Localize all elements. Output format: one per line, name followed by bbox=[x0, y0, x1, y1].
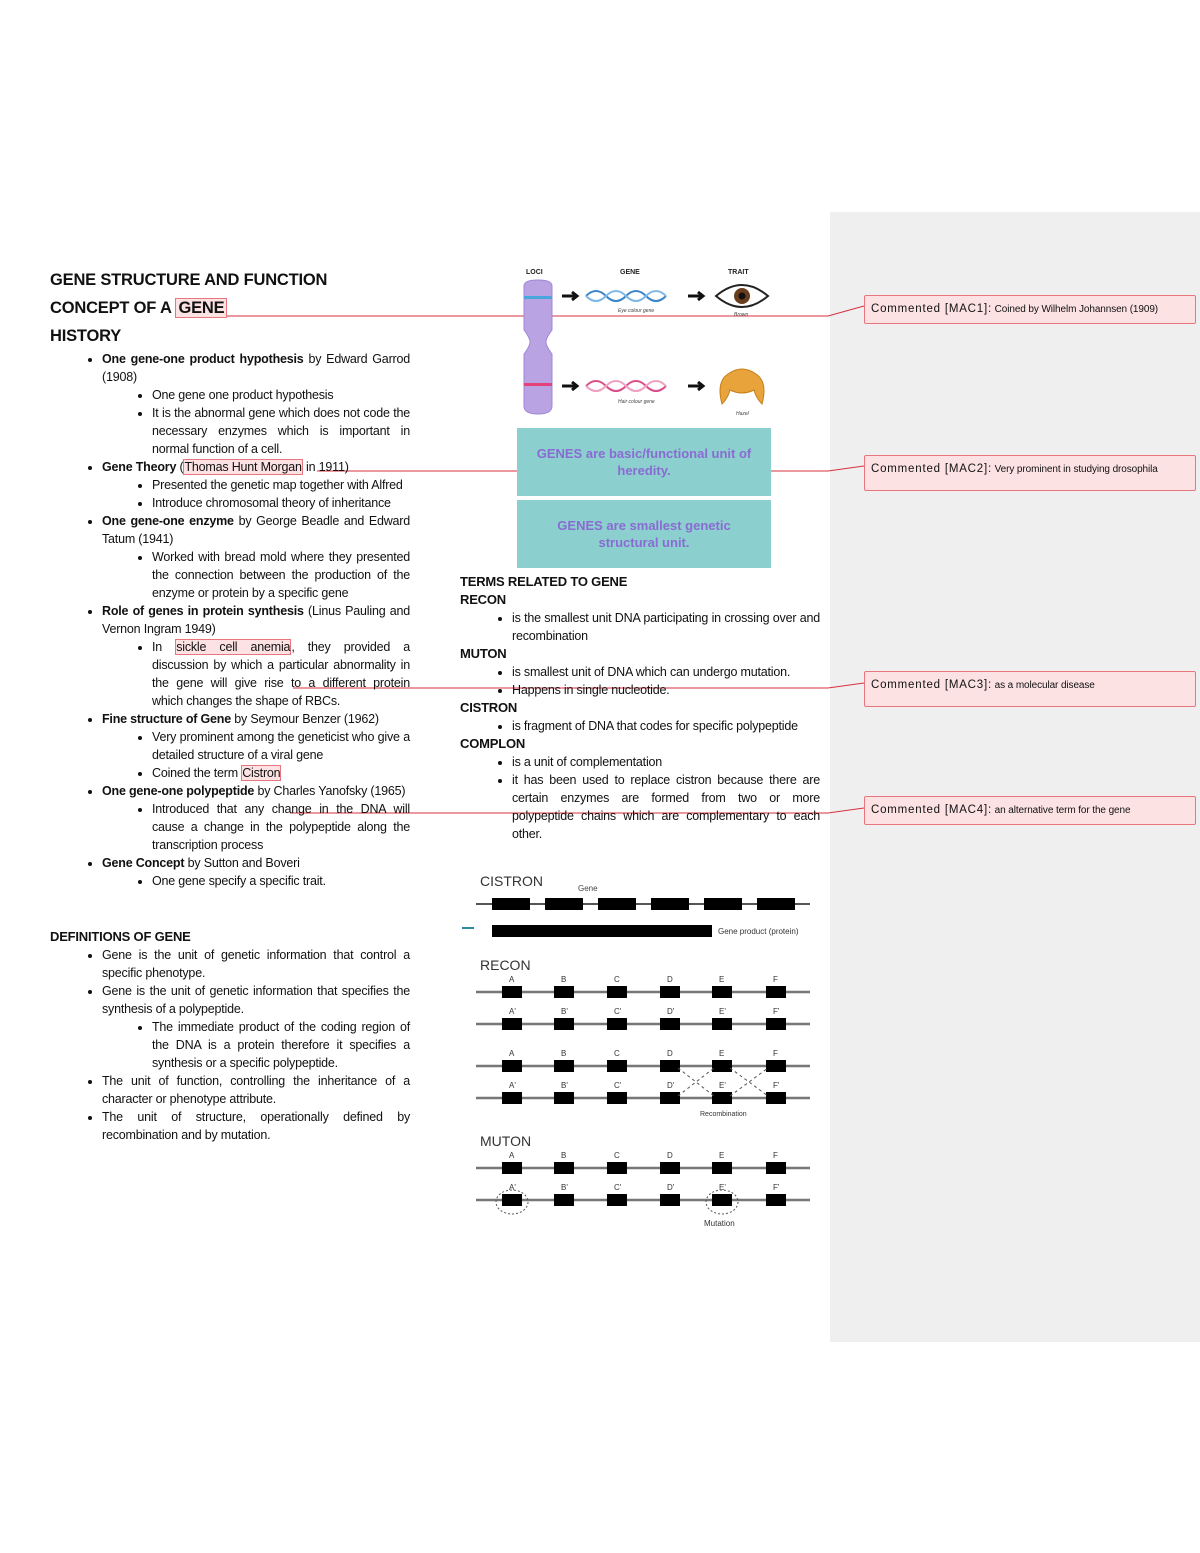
gene-marker bbox=[554, 1092, 574, 1104]
gene-product-label: Gene product (protein) bbox=[718, 927, 799, 936]
muton-prime-letter: F' bbox=[773, 1183, 780, 1192]
recon-prime-letter: C' bbox=[614, 1007, 622, 1016]
gene-marker bbox=[712, 1018, 732, 1030]
arrow-icon bbox=[688, 292, 703, 300]
muton-letter: B bbox=[561, 1151, 567, 1160]
recon-letter: F bbox=[773, 975, 778, 984]
recomb-letter: F bbox=[773, 1049, 778, 1058]
muton-prime-letter: E' bbox=[719, 1183, 726, 1192]
list-item: • One gene-one product hypothesis by Edward Garrod (1908) • One gene one product hypothesis • It is the abnormal gene which does not code the necessary enzymes which is important in normal function of a cell. bbox=[102, 350, 410, 458]
history-heading: HISTORY bbox=[50, 327, 122, 345]
recomb-prime-letter: A' bbox=[509, 1081, 516, 1090]
gene-marker bbox=[712, 1092, 732, 1104]
gene-marker bbox=[766, 1092, 786, 1104]
gene-marker bbox=[766, 1060, 786, 1072]
crossover-line bbox=[678, 1068, 714, 1096]
recon-prime-letter: A' bbox=[509, 1007, 516, 1016]
recon-prime-letter: F' bbox=[773, 1007, 780, 1016]
gene-marker bbox=[766, 1194, 786, 1206]
mutation-label: Mutation bbox=[704, 1219, 735, 1228]
recon-prime-letter: E' bbox=[719, 1007, 726, 1016]
cistron-figure-label: CISTRON bbox=[480, 873, 543, 889]
gene-marker bbox=[554, 1018, 574, 1030]
eye-icon bbox=[716, 285, 768, 307]
trait-label: TRAIT bbox=[728, 269, 749, 276]
gene-marker bbox=[712, 1060, 732, 1072]
recon-heading: RECON bbox=[460, 592, 506, 607]
list-item: • Gene Theory (Thomas Hunt Morgan in 1911) • Presented the genetic map together with Alfred • Introduce chromosomal theory of inheritance bbox=[102, 458, 410, 512]
gene-marker bbox=[607, 986, 627, 998]
list-item: • is the smallest unit DNA participating in crossing over and recombination bbox=[512, 609, 820, 645]
list-item: • One gene one product hypothesis bbox=[152, 386, 410, 404]
list-item: • is fragment of DNA that codes for specific polypeptide bbox=[512, 717, 820, 735]
terms-heading: TERMS RELATED TO GENE bbox=[460, 574, 628, 589]
gene-marker bbox=[660, 1194, 680, 1206]
concept-prefix: CONCEPT OF A bbox=[50, 299, 176, 317]
history-list bbox=[50, 350, 410, 890]
list-item: • The unit of function, controlling the inheritance of a character or phenotype attribute. bbox=[102, 1072, 410, 1108]
recon-letter: B bbox=[561, 975, 567, 984]
sickle-cell-highlight[interactable]: sickle cell anemia bbox=[176, 640, 291, 654]
gene-figure-label: Gene bbox=[578, 884, 598, 893]
gene-marker bbox=[660, 1162, 680, 1174]
recon-letter: A bbox=[509, 975, 515, 984]
gene-label: GENE bbox=[620, 269, 640, 276]
crossover-line bbox=[730, 1068, 768, 1096]
arrow-icon bbox=[562, 382, 577, 390]
list-item: • It is the abnormal gene which does not code the necessary enzymes which is important in normal function of a cell. bbox=[152, 404, 410, 458]
muton-prime-letter: B' bbox=[561, 1183, 568, 1192]
muton-letter: E bbox=[719, 1151, 725, 1160]
muton-letter: C bbox=[614, 1151, 620, 1160]
loci-gene-trait-figure bbox=[510, 264, 780, 424]
gene-marker bbox=[766, 1162, 786, 1174]
muton-prime-letter: A' bbox=[509, 1183, 516, 1192]
gene-marker bbox=[660, 986, 680, 998]
list-item: • Happens in single nucleotide. bbox=[512, 681, 820, 699]
recon-letter: E bbox=[719, 975, 725, 984]
definitions-heading: DEFINITIONS OF GENE bbox=[50, 929, 191, 944]
list-item: • it has been used to replace cistron because there are certain enzymes are formed from two or more polypeptide chains which are complementary to each other. bbox=[512, 771, 820, 843]
hair-trait-caption: Hazel bbox=[736, 411, 749, 417]
list-item: • is smallest unit of DNA which can undergo mutation. bbox=[512, 663, 820, 681]
recomb-letter: B bbox=[561, 1049, 567, 1058]
gene-marker bbox=[502, 1018, 522, 1030]
eye-trait-caption: Brown bbox=[734, 312, 749, 318]
recomb-letter: E bbox=[719, 1049, 725, 1058]
gene-marker bbox=[607, 1092, 627, 1104]
list-item: • Gene is the unit of genetic information that control a specific phenotype. bbox=[102, 946, 410, 982]
hair-icon bbox=[720, 369, 764, 404]
arrow-icon bbox=[688, 382, 703, 390]
recomb-prime-letter: D' bbox=[667, 1081, 675, 1090]
list-item: • One gene-one polypeptide by Charles Yanofsky (1965) • Introduced that any change in the DNA will cause a change in the polypeptide along the transcription process bbox=[102, 782, 410, 854]
dna-blue-icon bbox=[586, 291, 666, 301]
loci-label: LOCI bbox=[526, 269, 543, 276]
arrow-icon bbox=[562, 292, 577, 300]
cistron-highlight[interactable]: Cistron bbox=[242, 766, 281, 780]
document-title: GENE STRUCTURE AND FUNCTION bbox=[50, 271, 328, 289]
gene-marker bbox=[607, 1194, 627, 1206]
gene-marker bbox=[502, 1194, 522, 1206]
recon-prime-letter: B' bbox=[561, 1007, 568, 1016]
recomb-letter: A bbox=[509, 1049, 515, 1058]
list-item: • Gene Concept by Sutton and Boveri • One gene specify a specific trait. bbox=[102, 854, 410, 890]
comment-mac1[interactable]: Commented [MAC1]: Coined by Wilhelm Johannsen (1909) bbox=[864, 295, 1196, 324]
recomb-prime-letter: F' bbox=[773, 1081, 780, 1090]
gene-marker bbox=[502, 1092, 522, 1104]
list-item: • Introduced that any change in the DNA will cause a change in the polypeptide along the transcription process bbox=[152, 800, 410, 854]
definitions-section bbox=[50, 928, 410, 1144]
gene-marker bbox=[660, 1060, 680, 1072]
morgan-highlight[interactable]: Thomas Hunt Morgan bbox=[184, 460, 302, 474]
gene-marker bbox=[607, 1060, 627, 1072]
recomb-prime-letter: B' bbox=[561, 1081, 568, 1090]
gene-marker bbox=[766, 1018, 786, 1030]
list-item: • One gene-one enzyme by George Beadle and Edward Tatum (1941) • Worked with bread mold where they presented the connection between the production of the enzyme or protein by a specific gene bbox=[102, 512, 410, 602]
gene-marker bbox=[660, 1092, 680, 1104]
gene-marker bbox=[766, 986, 786, 998]
list-item: • The immediate product of the coding region of the DNA is a protein therefore it specifies a synthesis or a specific polypeptide. bbox=[152, 1018, 410, 1072]
list-item: • Introduce chromosomal theory of inheritance bbox=[152, 494, 410, 512]
teal-box-functional: GENES are basic/functional unit of heredity. bbox=[517, 428, 771, 496]
recomb-letter: D bbox=[667, 1049, 673, 1058]
list-item: • The unit of structure, operationally defined by recombination and by mutation. bbox=[102, 1108, 410, 1144]
comment-mac3[interactable]: Commented [MAC3]: as a molecular disease bbox=[864, 671, 1196, 707]
gene-marker bbox=[502, 1162, 522, 1174]
recomb-letter: C bbox=[614, 1049, 620, 1058]
gene-marker bbox=[502, 986, 522, 998]
hair-gene-caption: Hair colour gene bbox=[618, 399, 655, 405]
recon-letter: D bbox=[667, 975, 673, 984]
recombination-label: Recombination bbox=[700, 1111, 747, 1118]
gene-marker bbox=[554, 986, 574, 998]
gene-marker bbox=[554, 1060, 574, 1072]
comment-mac2[interactable]: Commented [MAC2]: Very prominent in studying drosophila bbox=[864, 455, 1196, 491]
recon-figure-label: RECON bbox=[480, 957, 531, 973]
muton-heading: MUTON bbox=[460, 646, 507, 661]
chromosome-icon bbox=[524, 280, 552, 414]
list-item: • Worked with bread mold where they presented the connection between the production of the enzyme or protein by a specific gene bbox=[152, 548, 410, 602]
dna-pink-icon bbox=[586, 381, 666, 391]
comment-pane bbox=[830, 212, 1200, 1342]
left-column bbox=[50, 266, 410, 1144]
comment-mac4[interactable]: Commented [MAC4]: an alternative term for the gene bbox=[864, 796, 1196, 825]
gene-marker bbox=[554, 1194, 574, 1206]
recomb-prime-letter: C' bbox=[614, 1081, 622, 1090]
eye-gene-caption: Eye colour gene bbox=[618, 308, 655, 314]
teal-box-structural: GENES are smallest genetic structural unit. bbox=[517, 500, 771, 568]
gene-marker bbox=[607, 1162, 627, 1174]
muton-prime-letter: C' bbox=[614, 1183, 622, 1192]
muton-prime-letter: D' bbox=[667, 1183, 675, 1192]
recon-letter: C bbox=[614, 975, 620, 984]
list-item: • Fine structure of Gene by Seymour Benzer (1962) • Very prominent among the geneticist who give a detailed structure of a viral gene • Coined the term Cistron bbox=[102, 710, 410, 782]
list-item: • Presented the genetic map together with Alfred bbox=[152, 476, 410, 494]
recon-prime-letter: D' bbox=[667, 1007, 675, 1016]
gene-marker bbox=[607, 1018, 627, 1030]
gene-marker bbox=[712, 986, 732, 998]
muton-letter: F bbox=[773, 1151, 778, 1160]
complon-heading: COMPLON bbox=[460, 736, 526, 751]
recomb-prime-letter: E' bbox=[719, 1081, 726, 1090]
list-item: • One gene specify a specific trait. bbox=[152, 872, 410, 890]
gene-marker bbox=[712, 1162, 732, 1174]
cistron-heading: CISTRON bbox=[460, 700, 518, 715]
gene-marker bbox=[712, 1194, 732, 1206]
right-column bbox=[460, 573, 820, 843]
gene-marker bbox=[502, 1060, 522, 1072]
gene-marker bbox=[554, 1162, 574, 1174]
list-item: • Very prominent among the geneticist who give a detailed structure of a viral gene bbox=[152, 728, 410, 764]
list-item: • is a unit of complementation bbox=[512, 753, 820, 771]
muton-figure-label: MUTON bbox=[480, 1133, 532, 1149]
list-item: • In sickle cell anemia, they provided a discussion by which a particular abnormality in the gene will give rise to a different protein which changes the shape of RBCs. bbox=[152, 638, 410, 710]
muton-letter: A bbox=[509, 1151, 515, 1160]
gene-highlight[interactable]: GENE bbox=[175, 298, 227, 318]
gene-marker bbox=[660, 1018, 680, 1030]
list-item: • Role of genes in protein synthesis (Linus Pauling and Vernon Ingram 1949) • In sickle cell anemia, they provided a discussion by which a particular abnormality in the gene will give rise to a different protein which changes the shape of RBCs. bbox=[102, 602, 410, 710]
muton-letter: D bbox=[667, 1151, 673, 1160]
concept-heading bbox=[50, 294, 410, 322]
list-item: • Coined the term Cistron bbox=[152, 764, 410, 782]
cistron-recon-muton-figure bbox=[460, 840, 830, 1240]
list-item: • Gene is the unit of genetic information that specifies the synthesis of a polypeptide. • The immediate product of the coding region of the DNA is a protein therefore it specifies a synthesis or a specific polypeptide. bbox=[102, 982, 410, 1072]
